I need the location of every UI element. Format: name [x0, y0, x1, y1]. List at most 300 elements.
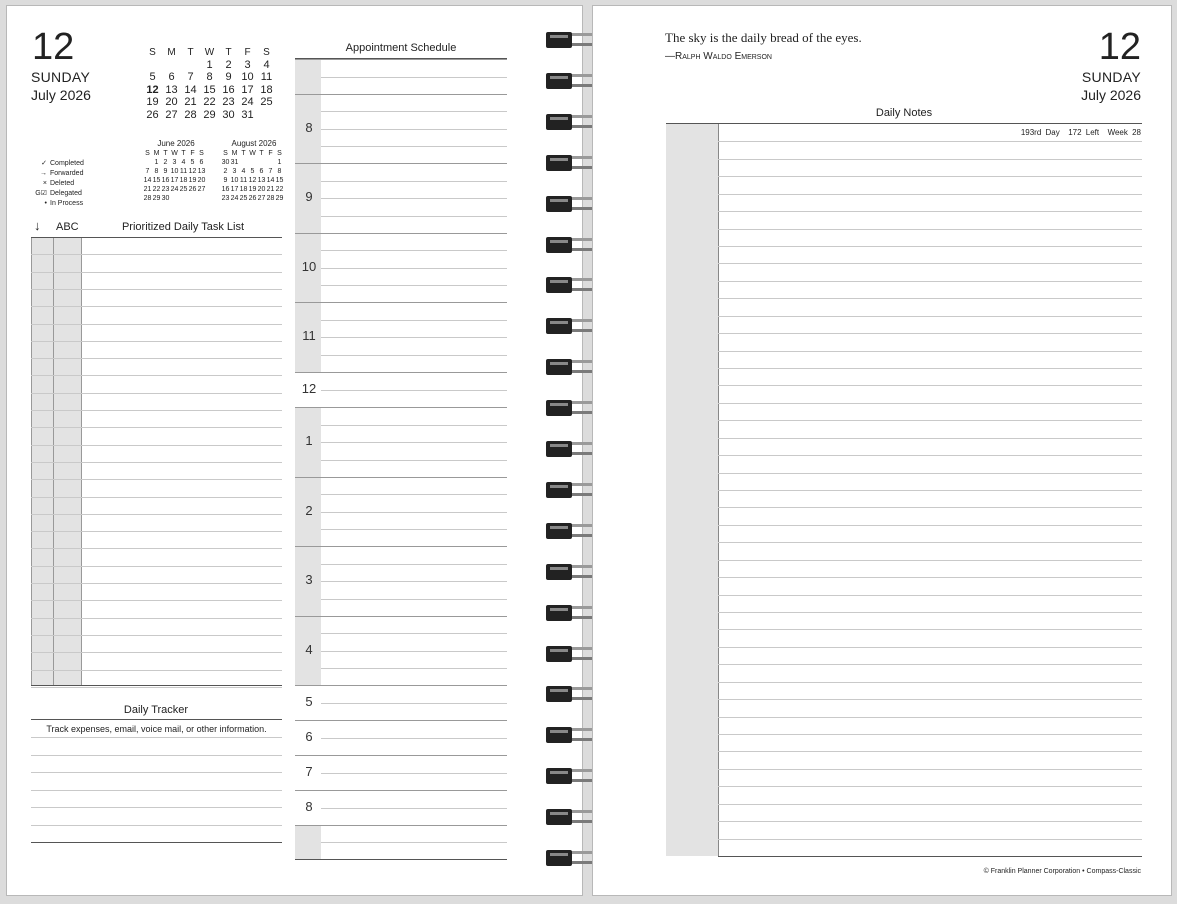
legend-symbol-icon: •	[44, 200, 47, 207]
august-cal-weekday-header: T	[259, 150, 264, 157]
june-cal-day	[197, 194, 206, 203]
june-cal-weekday-header: T	[181, 150, 186, 157]
ruled-line	[321, 285, 507, 286]
ruled-line	[718, 333, 1142, 334]
ruled-line	[718, 316, 1142, 317]
hour-separator	[295, 720, 507, 721]
june-cal-day	[188, 194, 197, 203]
hour-separator	[295, 302, 507, 303]
august-cal-day: 28	[266, 195, 275, 202]
ruled-line	[321, 129, 507, 130]
ruled-line	[321, 181, 507, 182]
month-year-label-right: July 2026	[1081, 87, 1141, 103]
june-cal-weekday-header: F	[190, 150, 195, 157]
ruled-line	[31, 807, 282, 808]
notes-title: Daily Notes	[875, 107, 933, 119]
hour-label: 4	[305, 641, 313, 657]
legend-label: Forwarded	[50, 170, 84, 177]
main-cal-day	[181, 59, 200, 72]
ruled-line	[31, 687, 282, 688]
june-cal-day: 17	[170, 177, 179, 184]
ruled-line	[321, 599, 507, 600]
hour-label: 10	[301, 258, 317, 274]
august-cal-day: 27	[257, 195, 266, 202]
august-cal-day: 4	[241, 168, 246, 175]
right-page	[592, 5, 1172, 896]
august-cal-day: 31	[230, 159, 239, 166]
june-cal-day: 27	[197, 186, 206, 193]
tracker-subtitle: Track expenses, email, voice mail, or other information.	[46, 724, 267, 734]
main-cal-day: 14	[184, 83, 197, 96]
ruled-line	[718, 159, 1142, 160]
ruled-line	[718, 351, 1142, 352]
legend-label: Deleted	[50, 180, 75, 187]
hour-label: 2	[305, 502, 313, 518]
august-cal-day	[266, 158, 275, 167]
ruled-line	[718, 403, 1142, 404]
ruled-line	[31, 772, 282, 773]
ruled-line	[718, 194, 1142, 195]
ruled-line	[31, 618, 282, 619]
schedule-title: Appointment Schedule	[345, 42, 457, 54]
main-cal-day: 18	[260, 83, 273, 96]
main-cal-weekday-header: S	[263, 46, 270, 58]
june-cal-day: 6	[199, 159, 204, 166]
june-cal-day: 1	[154, 159, 159, 166]
ruled-line	[718, 211, 1142, 212]
august-cal-day: 11	[239, 177, 248, 184]
august-cal-day: 6	[259, 168, 264, 175]
ruled-line	[31, 324, 282, 325]
main-cal-day: 7	[187, 71, 194, 84]
main-cal-day: 1	[206, 58, 213, 71]
main-cal-weekday-header: T	[187, 46, 194, 58]
ruled-line	[718, 629, 1142, 630]
legend-item	[33, 199, 84, 209]
ruled-line	[31, 358, 282, 359]
hour-separator	[295, 372, 507, 373]
ruled-line	[31, 306, 282, 307]
august-cal-day: 23	[221, 195, 230, 202]
ruled-line	[718, 856, 1142, 857]
ruled-line	[31, 652, 282, 653]
main-cal-weekday-header: W	[204, 46, 215, 58]
ruled-line	[321, 390, 507, 391]
ruled-line	[321, 529, 507, 530]
ruled-line	[31, 393, 282, 394]
june-cal-day: 24	[170, 186, 179, 193]
ruled-line	[31, 825, 282, 826]
august-cal-day: 20	[257, 186, 266, 193]
june-cal-day: 7	[145, 168, 150, 175]
hour-separator	[295, 616, 507, 617]
august-cal-day: 26	[248, 195, 257, 202]
ruled-line	[718, 385, 1142, 386]
main-cal-day: 31	[241, 108, 254, 121]
status-legend	[33, 159, 84, 209]
august-cal-day: 18	[239, 186, 248, 193]
august-cal-day: 8	[277, 168, 282, 175]
ruled-line	[321, 581, 507, 582]
august-cal-weekday-header: S	[277, 150, 282, 157]
june-cal-day	[143, 158, 152, 167]
ruled-line	[718, 368, 1142, 369]
hour-label: 1	[305, 433, 313, 448]
august-cal-day: 14	[266, 177, 275, 184]
august-cal-day: 21	[266, 186, 275, 193]
ruled-line	[31, 445, 282, 446]
june-cal-day	[179, 194, 188, 203]
june-cal-day: 15	[152, 177, 161, 184]
hour-separator	[295, 233, 507, 234]
august-calendar-title: August 2026	[231, 139, 277, 148]
august-cal-day	[248, 158, 257, 167]
august-cal-day: 10	[230, 177, 239, 184]
june-cal-day: 4	[181, 159, 186, 166]
june-cal-day: 9	[163, 168, 168, 175]
june-cal-day: 2	[163, 159, 168, 166]
main-cal-day: 26	[146, 108, 159, 121]
ruled-line	[321, 738, 507, 739]
august-cal-weekday-header: M	[231, 150, 238, 157]
main-cal-day: 8	[206, 71, 213, 84]
ruled-line	[321, 651, 507, 652]
hour-label: 11	[302, 328, 316, 343]
main-cal-day: 19	[146, 96, 159, 109]
hour-separator	[295, 685, 507, 686]
hour-label: 8	[305, 798, 313, 814]
hour-separator	[295, 59, 507, 60]
ruled-line	[718, 612, 1142, 613]
ruled-line	[321, 842, 507, 843]
ruled-line	[718, 420, 1142, 421]
ruled-line	[31, 497, 282, 498]
august-cal-day: 19	[248, 186, 257, 193]
main-cal-day: 11	[260, 71, 273, 84]
hour-label: 9	[305, 189, 313, 204]
ruled-line	[31, 790, 282, 791]
august-cal-day: 22	[275, 186, 284, 193]
main-cal-day: 13	[165, 83, 178, 96]
main-cal-day: 5	[149, 71, 156, 84]
june-cal-day: 21	[143, 186, 152, 193]
august-cal-day: 16	[221, 186, 230, 193]
legend-symbol-icon: →	[40, 170, 47, 177]
main-cal-weekday-header: T	[225, 46, 232, 58]
ruled-line	[321, 773, 507, 774]
august-cal-day: 17	[230, 186, 239, 193]
ruled-line	[321, 216, 507, 217]
june-cal-day: 26	[188, 186, 197, 193]
date-number: 12	[32, 26, 75, 68]
june-cal-weekday-header: S	[199, 150, 204, 157]
june-calendar-title: June 2026	[157, 139, 195, 148]
ruled-line	[31, 375, 282, 376]
ruled-line	[718, 595, 1142, 596]
ruled-line	[31, 737, 282, 738]
june-cal-day: 16	[161, 177, 170, 184]
main-cal-day: 20	[165, 96, 178, 109]
august-cal-day: 30	[221, 159, 230, 166]
week-number: Week 28	[1107, 128, 1141, 137]
main-cal-day: 21	[184, 96, 197, 109]
abc-priority-label: ABC	[56, 221, 79, 233]
main-cal-day: 12	[146, 83, 159, 96]
ruled-line	[321, 668, 507, 669]
august-cal-day: 12	[248, 177, 257, 184]
month-year-label: July 2026	[31, 87, 91, 103]
ruled-line	[718, 141, 1142, 142]
ruled-line	[321, 808, 507, 809]
main-cal-day	[143, 59, 162, 72]
quote-author: —Ralph Waldo Emerson	[665, 51, 772, 62]
ruled-line	[718, 717, 1142, 718]
june-cal-day: 3	[172, 159, 177, 166]
ruled-line	[321, 77, 507, 78]
august-cal-day: 1	[277, 159, 282, 166]
august-cal-day: 15	[275, 177, 284, 184]
main-cal-day: 22	[203, 96, 216, 109]
main-cal-day: 28	[184, 108, 197, 121]
ruled-line	[31, 410, 282, 411]
ruled-line	[718, 507, 1142, 508]
ruled-line	[31, 462, 282, 463]
ruled-line	[718, 438, 1142, 439]
ruled-line	[718, 664, 1142, 665]
ruled-line	[31, 842, 282, 843]
ruled-line	[31, 254, 282, 255]
hour-label: 3	[305, 572, 313, 587]
ruled-line	[718, 263, 1142, 264]
ruled-line	[718, 821, 1142, 822]
june-cal-day: 8	[154, 168, 159, 175]
ruled-line	[31, 635, 282, 636]
june-calendar	[143, 149, 206, 203]
june-cal-day: 30	[161, 195, 170, 202]
august-cal-day: 3	[232, 168, 237, 175]
ruled-line	[718, 804, 1142, 805]
notes-margin-column	[666, 124, 718, 856]
tracker-title: Daily Tracker	[123, 704, 189, 716]
june-cal-weekday-header: M	[153, 150, 160, 157]
hour-separator	[295, 94, 507, 95]
august-cal-day: 7	[268, 168, 273, 175]
june-cal-weekday-header: S	[145, 150, 150, 157]
ruled-line	[321, 146, 507, 147]
ruled-line	[31, 583, 282, 584]
legend-item	[33, 189, 84, 199]
day-of-year: 193rd Day	[1020, 128, 1060, 137]
ruled-line	[321, 355, 507, 356]
days-left: 172 Left	[1068, 128, 1100, 137]
main-cal-day: 15	[203, 83, 216, 96]
ruled-line	[321, 268, 507, 269]
quote-text: The sky is the daily bread of the eyes.	[665, 30, 862, 45]
ruled-line	[718, 734, 1142, 735]
ruled-line	[321, 320, 507, 321]
ruled-line	[718, 560, 1142, 561]
main-cal-weekday-header: M	[167, 46, 176, 58]
main-cal-day: 10	[241, 71, 254, 84]
main-cal-day: 24	[241, 96, 254, 109]
main-cal-day: 25	[260, 96, 273, 109]
legend-item	[33, 159, 84, 169]
day-counter	[1021, 128, 1141, 137]
down-arrow-icon: ↓	[34, 218, 41, 233]
legend-symbol-icon: ✓	[41, 160, 47, 167]
main-cal-day	[257, 109, 276, 122]
ruled-line	[718, 751, 1142, 752]
main-cal-weekday-header: S	[149, 46, 156, 58]
august-cal-day	[239, 158, 248, 167]
ruled-line	[718, 246, 1142, 247]
june-cal-weekday-header: W	[171, 150, 178, 157]
ruled-line	[718, 769, 1142, 770]
left-page	[6, 5, 583, 896]
august-cal-day	[257, 158, 266, 167]
ruled-line	[718, 455, 1142, 456]
main-cal-day: 30	[222, 108, 235, 121]
june-cal-day: 13	[197, 168, 206, 175]
main-cal-day: 16	[222, 83, 235, 96]
hour-label: 7	[305, 763, 313, 779]
main-cal-day: 9	[225, 71, 232, 84]
ruled-line	[31, 427, 282, 428]
june-cal-day: 25	[179, 186, 188, 193]
hour-label: 6	[305, 728, 313, 744]
copyright-footer: © Franklin Planner Corporation • Compass-Classic	[983, 868, 1141, 875]
august-cal-day: 29	[275, 195, 284, 202]
main-cal-day	[162, 59, 181, 72]
legend-label: Completed	[50, 160, 84, 167]
ruled-line	[718, 699, 1142, 700]
august-cal-day: 25	[239, 195, 248, 202]
main-cal-day: 29	[203, 108, 216, 121]
weekday-label-right: SUNDAY	[1081, 69, 1141, 85]
main-cal-weekday-header: F	[244, 46, 251, 58]
ruled-line	[718, 542, 1142, 543]
ruled-line	[321, 198, 507, 199]
ruled-line	[718, 490, 1142, 491]
hour-separator	[295, 477, 507, 478]
ruled-line	[321, 425, 507, 426]
ruled-line	[321, 460, 507, 461]
june-cal-day: 11	[179, 168, 188, 175]
june-cal-day: 12	[188, 168, 197, 175]
legend-symbol-icon: G☑	[35, 190, 47, 197]
ruled-line	[718, 229, 1142, 230]
ruled-line	[321, 703, 507, 704]
june-cal-day: 20	[197, 177, 206, 184]
ruled-line	[31, 685, 282, 686]
ruled-line	[31, 237, 282, 238]
june-cal-day	[170, 194, 179, 203]
main-cal-day: 6	[168, 71, 175, 84]
august-cal-weekday-header: T	[241, 150, 246, 157]
main-cal-day: 27	[165, 108, 178, 121]
ruled-line	[718, 682, 1142, 683]
ruled-line	[718, 525, 1142, 526]
hour-separator	[295, 407, 507, 408]
august-cal-day: 24	[230, 195, 239, 202]
ruled-line	[718, 839, 1142, 840]
june-cal-weekday-header: T	[163, 150, 168, 157]
ruled-line	[718, 281, 1142, 282]
june-cal-day: 22	[152, 186, 161, 193]
ruled-line	[718, 577, 1142, 578]
ruled-line	[321, 633, 507, 634]
august-cal-day: 9	[223, 177, 228, 184]
main-cal-day: 2	[225, 58, 232, 71]
current-month-calendar	[143, 46, 276, 121]
ruled-line	[718, 298, 1142, 299]
ruled-line	[718, 786, 1142, 787]
ruled-line	[718, 473, 1142, 474]
hour-separator	[295, 755, 507, 756]
main-cal-day: 3	[244, 58, 251, 71]
ruled-line	[718, 176, 1142, 177]
ruled-line	[321, 250, 507, 251]
ruled-line	[31, 531, 282, 532]
august-calendar	[221, 149, 284, 203]
ruled-line	[31, 514, 282, 515]
june-cal-day: 19	[188, 177, 197, 184]
ruled-line	[31, 755, 282, 756]
legend-label: Delegated	[50, 190, 82, 197]
hour-separator	[295, 163, 507, 164]
ruled-line	[321, 111, 507, 112]
ruled-line	[321, 564, 507, 565]
ruled-line	[31, 289, 282, 290]
ruled-line	[31, 479, 282, 480]
main-cal-day: 23	[222, 96, 235, 109]
hour-label: 5	[305, 693, 313, 709]
hour-separator	[295, 546, 507, 547]
august-cal-weekday-header: S	[223, 150, 228, 157]
august-cal-day: 5	[250, 168, 255, 175]
date-number-right: 12	[1098, 26, 1141, 68]
ruled-line	[321, 442, 507, 443]
legend-label: In Process	[50, 200, 84, 207]
hour-label: 12	[301, 380, 317, 396]
legend-symbol-icon: ×	[42, 180, 47, 187]
ruled-line	[321, 512, 507, 513]
june-cal-day: 14	[143, 177, 152, 184]
august-cal-weekday-header: W	[249, 150, 256, 157]
weekday-label: SUNDAY	[31, 69, 91, 85]
hour-separator	[295, 790, 507, 791]
ruled-line	[31, 670, 282, 671]
ruled-line	[31, 600, 282, 601]
ruled-line	[321, 337, 507, 338]
main-cal-day: 17	[241, 83, 254, 96]
august-cal-day: 13	[257, 177, 266, 184]
main-cal-day: 4	[263, 58, 270, 71]
hour-label: 8	[305, 119, 313, 135]
ruled-line	[31, 341, 282, 342]
june-cal-day: 23	[161, 186, 170, 193]
june-cal-day: 18	[179, 177, 188, 184]
ruled-line	[295, 859, 507, 860]
august-cal-day: 2	[223, 168, 228, 175]
ruled-line	[321, 494, 507, 495]
june-cal-day: 29	[152, 195, 161, 202]
ruled-line	[31, 566, 282, 567]
june-cal-day: 28	[143, 195, 152, 202]
task-list-title: Prioritized Daily Task List	[121, 221, 245, 233]
june-cal-day: 5	[190, 159, 195, 166]
ruled-line	[31, 548, 282, 549]
